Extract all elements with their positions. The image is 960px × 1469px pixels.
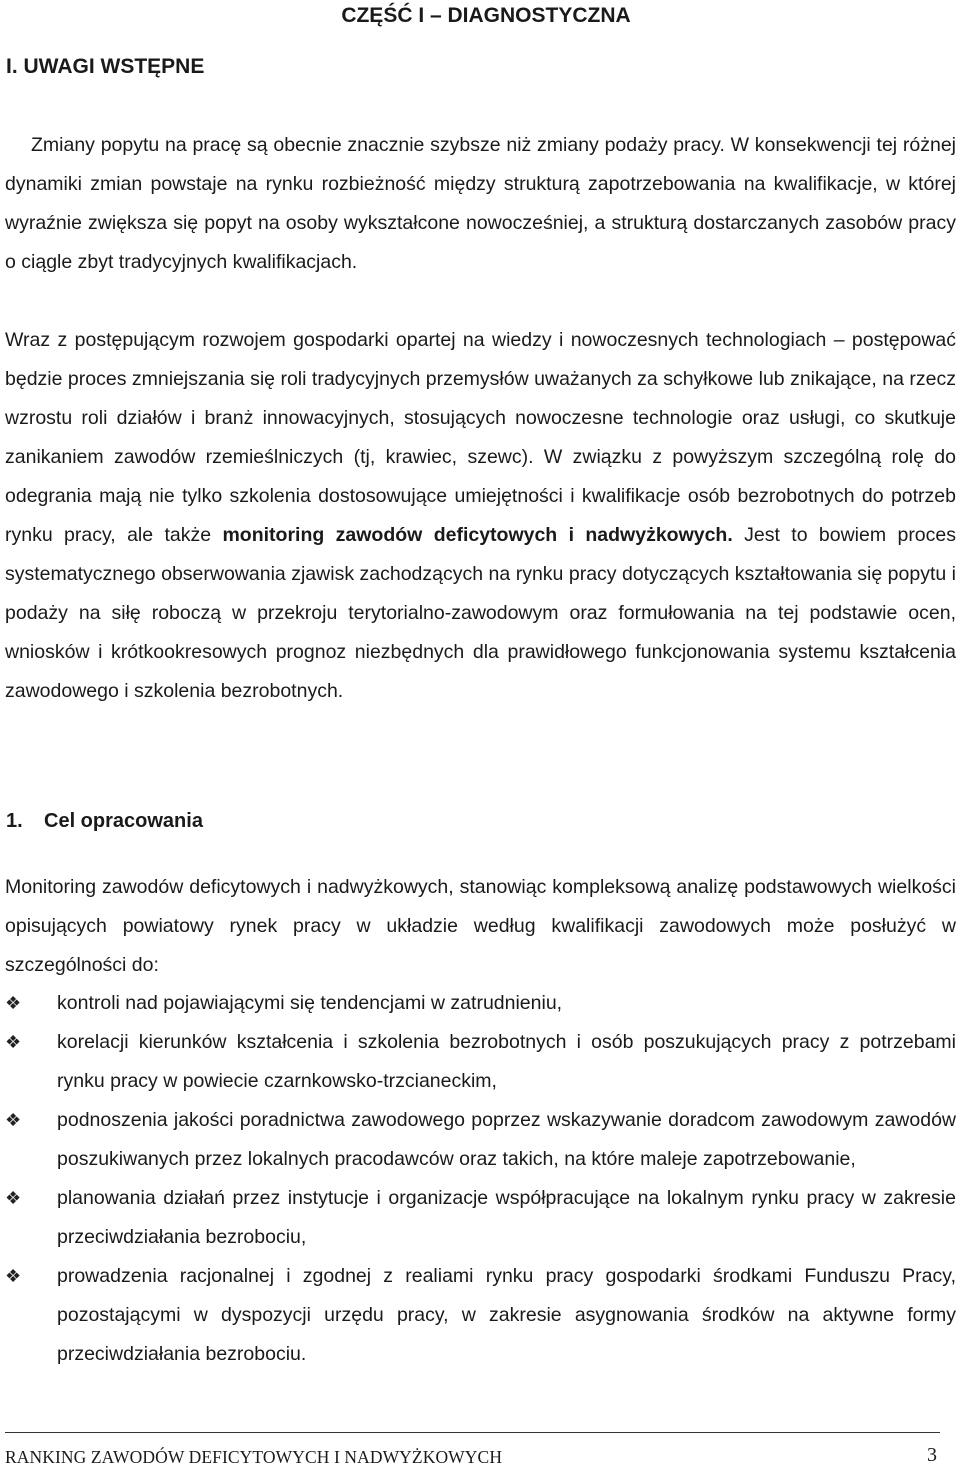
footer-title: RANKING ZAWODÓW DEFICYTOWYCH I NADWYŻKOWYCH xyxy=(5,1447,503,1467)
four-diamond-ornament-icon: ❖ xyxy=(5,993,22,1013)
list-item xyxy=(5,1257,956,1374)
list-item-text: kontroli nad pojawiającymi się tendencjami w zatrudnieniu, xyxy=(57,992,563,1014)
list-item-text: prowadzenia racjonalnej i zgodnej z realiami rynku pracy gospodarki środkami Funduszu Pracy, pozostającymi w dyspozycji urzędu pracy, w zakresie asygnowania środków na aktywne formy przeciwdziałania bezrobociu. xyxy=(57,1265,956,1365)
purpose-list xyxy=(5,984,956,1374)
subsection-heading xyxy=(6,810,203,833)
intro-paragraph-text: Zmiany popytu na pracę są obecnie znacznie szybsze niż zmiany podaży pracy. W konsekwencji tej różnej dynamiki zmian powstaje na rynku rozbieżność między strukturą zapotrzebowania na kwalifikacje, w której wyraźnie zwiększa się popyt na osoby wykształcone nowocześniej, a strukturą dostarczanych zasobów pracy o ciągle zbyt tradycyjnych kwalifikacjach. xyxy=(5,134,956,273)
four-diamond-ornament-icon: ❖ xyxy=(5,1032,22,1052)
section-heading: I. UWAGI WSTĘPNE xyxy=(6,55,205,78)
page-number: 3 xyxy=(927,1444,937,1466)
list-item xyxy=(5,1023,956,1101)
purpose-paragraph: Monitoring zawodów deficytowych i nadwyżkowych, stanowiąc kompleksową analizę podstawowych wielkości opisujących powiatowy rynek pracy w układzie według kwalifikacji zawodowych może posłużyć w szczególności do: xyxy=(5,876,956,976)
list-item xyxy=(5,1101,956,1179)
four-diamond-ornament-icon: ❖ xyxy=(5,1188,22,1208)
four-diamond-ornament-icon: ❖ xyxy=(5,1266,22,1286)
subsection-number: 1. xyxy=(6,810,23,832)
list-item-text: planowania działań przez instytucje i organizacje współpracujące na lokalnym rynku pracy w zakresie przeciwdziałania bezrobociu, xyxy=(57,1187,956,1248)
page-title: CZĘŚĆ I – DIAGNOSTYCZNA xyxy=(341,4,631,27)
subsection-title: Cel opracowania xyxy=(44,810,203,832)
context-paragraph xyxy=(5,321,956,711)
context-paragraph-text-continued: Jest to bowiem proces systematycznego obserwowania zjawisk zachodzących na rynku pracy dotyczących kształtowania się popytu i podaży na siłę roboczą w przekroju terytorialno-zawodowym oraz formułowania na tej podstawie ocen, wniosków i krótkookresowych prognoz niezbędnych dla prawidłowego funkcjonowania systemu kształcenia zawodowego i szkolenia bezrobotnych. xyxy=(5,524,957,702)
list-item xyxy=(5,1179,956,1257)
context-paragraph-bold-phrase: monitoring zawodów deficytowych i nadwyżkowych. xyxy=(222,524,733,546)
list-item-text: korelacji kierunków kształcenia i szkolenia bezrobotnych i osób poszukujących pracy z potrzebami rynku pracy w powiecie czarnkowsko-trzcianeckim, xyxy=(57,1031,956,1092)
context-paragraph-text: Wraz z postępującym rozwojem gospodarki opartej na wiedzy i nowoczesnych technologiach – postępować będzie proces zmniejszania się roli tradycyjnych przemysłów uważanych za schyłkowe lub znikające, na rzecz wzrostu roli działów i branż innowacyjnych, stosujących nowoczesne technologie oraz usługi, co skutkuje zanikaniem zawodów rzemieślniczych (tj, krawiec, szewc). W związku z powyższym szczególną rolę do odegrania mają nie tylko szkolenia dostosowujące umiejętności i kwalifikacje osób bezrobotnych do potrzeb rynku pracy, ale także xyxy=(5,329,956,546)
footer-divider xyxy=(5,1432,940,1433)
list-item-text: podnoszenia jakości poradnictwa zawodowego poprzez wskazywanie doradcom zawodowym zawodów poszukiwanych przez lokalnych pracodawców oraz takich, na które maleje zapotrzebowanie, xyxy=(57,1109,956,1170)
list-item xyxy=(5,984,956,1023)
intro-paragraph xyxy=(5,126,956,282)
four-diamond-ornament-icon: ❖ xyxy=(5,1110,22,1130)
